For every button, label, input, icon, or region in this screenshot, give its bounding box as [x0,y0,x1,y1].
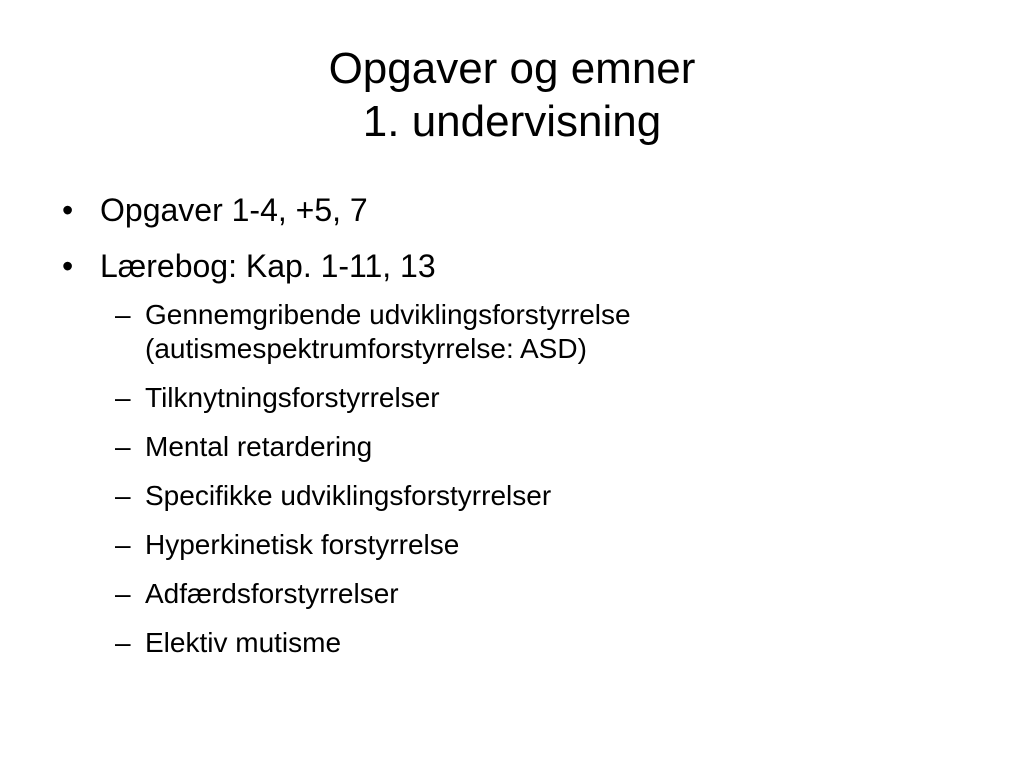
bullet-item-opgaver [60,190,980,230]
sub-item-text [145,298,980,366]
dash-marker: – [115,529,131,560]
sub-item [100,626,980,660]
sub-item-line-2: (autismespektrumforstyrrelse: ASD) [145,333,587,364]
dash-marker: – [115,431,131,462]
sub-item [100,298,980,366]
sub-item-text: Adfærdsforstyrrelser [145,578,399,609]
sub-item-text: Hyperkinetisk forstyrrelse [145,529,460,560]
sub-item-text: Mental retardering [145,431,373,462]
bullet-text: Lærebog: Kap. 1-11, 13 [100,248,436,284]
title-line-2: 1. undervisning [362,97,662,146]
dash-marker: – [115,480,131,511]
slide-title [0,42,1024,148]
bullet-marker: • [62,248,74,284]
sub-bullet-list [100,298,980,660]
bullet-marker: • [62,192,74,228]
sub-item-line-1: Gennemgribende udviklingsforstyrrelse [145,299,631,330]
dash-marker: – [115,299,131,330]
sub-item-text: Specifikke udviklingsforstyrrelser [145,480,552,511]
title-line-1: Opgaver og emner [328,44,696,93]
sub-item [100,528,980,562]
sub-item [100,577,980,611]
dash-marker: – [115,382,131,413]
sub-item-text: Elektiv mutisme [145,627,342,658]
bullet-text: Opgaver 1-4, +5, 7 [100,192,368,228]
dash-marker: – [115,627,131,658]
sub-item [100,381,980,415]
sub-item [100,479,980,513]
sub-item [100,430,980,464]
bullet-list [60,190,980,676]
dash-marker: – [115,578,131,609]
bullet-item-laerebog [60,246,980,660]
sub-item-text: Tilknytningsforstyrrelser [145,382,440,413]
